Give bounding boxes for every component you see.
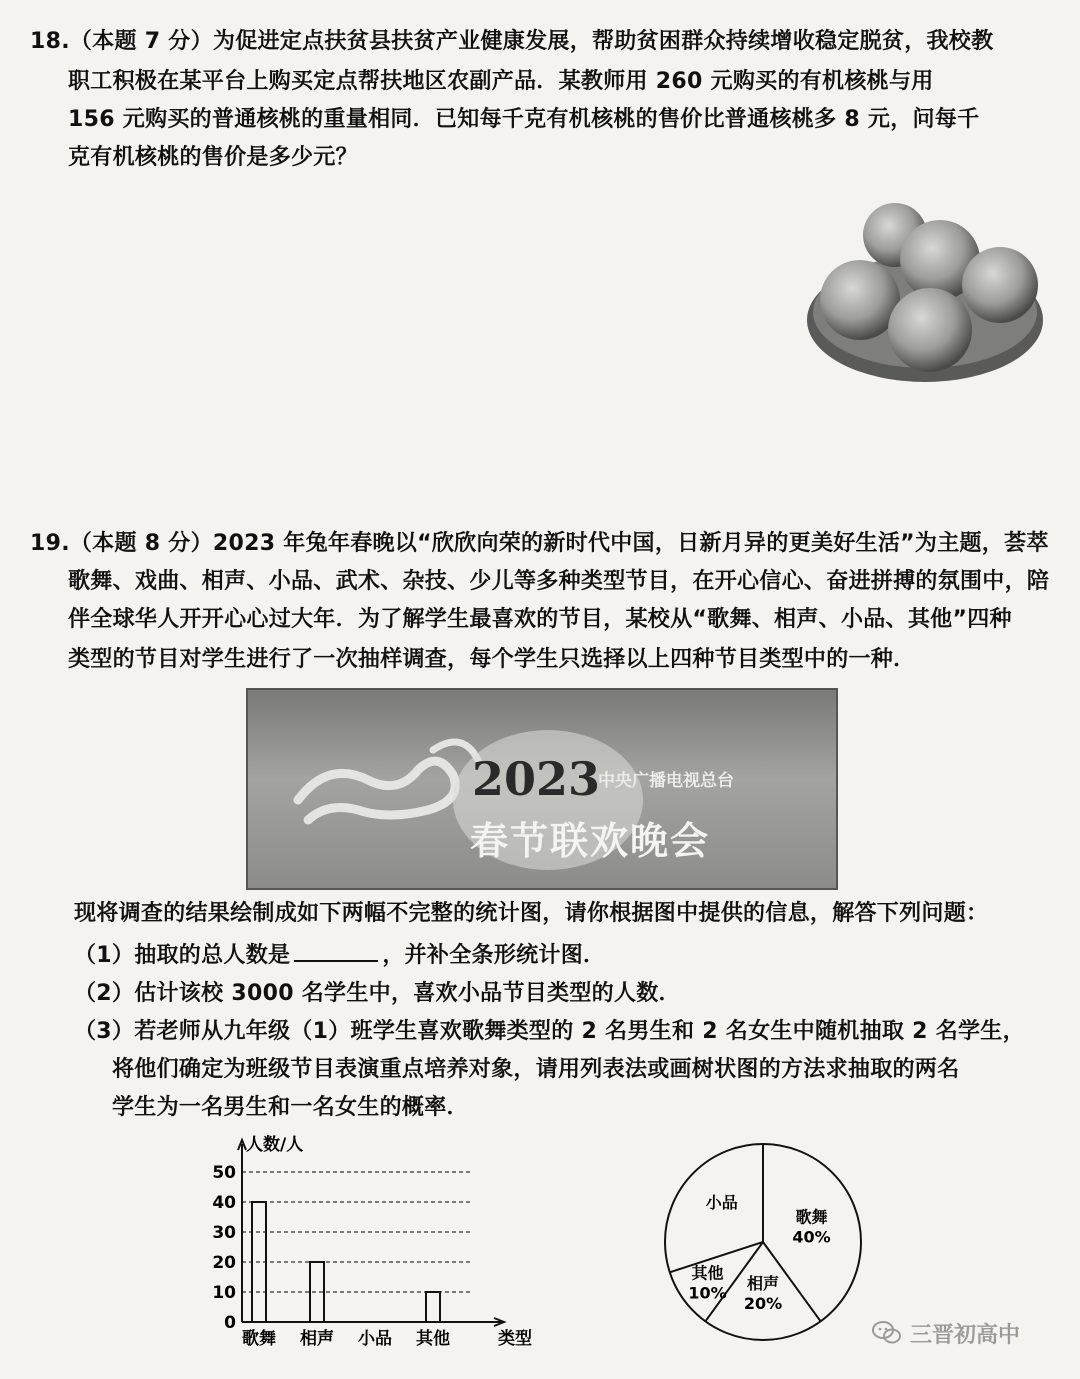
gala-banner xyxy=(246,688,838,890)
y-tick-label-50: 50 xyxy=(212,1163,236,1183)
y-tick-label-30: 30 xyxy=(212,1223,236,1243)
banner-org: 中央广播电视总台 xyxy=(598,771,734,791)
bar-其他 xyxy=(426,1292,440,1322)
x-tick-label-小品: 小品 xyxy=(358,1329,392,1349)
watermark-text: 三晋初高中 xyxy=(910,1322,1021,1348)
pie-percent-歌舞: 40% xyxy=(792,1227,831,1247)
q18-line-3: 156 元购买的普通核桃的重量相同．已知每千克有机核桃的售价比普通核桃多 8 元，问每千 xyxy=(68,107,980,132)
q19-part3-line-1: （3）若老师从九年级（1）班学生喜欢歌舞类型的 2 名男生和 2 名女生中随机抽取 2 名学生， xyxy=(74,1019,1025,1044)
q19-line-2: 歌舞、戏曲、相声、小品、武术、杂技、少儿等多种类型节目，在开心信心、奋进拼搏的氛围中，陪 xyxy=(68,569,1050,594)
q18-line-4: 克有机核桃的售价是多少元？ xyxy=(68,145,358,170)
y-tick-label-10: 10 xyxy=(212,1283,236,1303)
answer-blank xyxy=(294,938,378,962)
pie-label-相声: 相声 xyxy=(746,1273,780,1293)
walnut-bowl-image xyxy=(800,190,1050,390)
bar-chart xyxy=(200,1130,532,1360)
q18-line-1: 18.（本题 7 分）为促进定点扶贫县扶贫产业健康发展，帮助贫困群众持续增收稳定脱贫，我校教 xyxy=(30,29,994,54)
q18-line-2: 职工积极在某平台上购买定点帮扶地区农副产品．某教师用 260 元购买的有机核桃与用 xyxy=(68,69,934,94)
pie-label-小品: 小品 xyxy=(705,1193,738,1213)
q19-part3-line-2: 将他们确定为班级节目表演重点培养对象，请用列表法或画树状图的方法求抽取的两名 xyxy=(112,1057,960,1082)
pie-percent-其他: 10% xyxy=(688,1283,727,1303)
pie-chart xyxy=(650,1130,880,1360)
y-axis-label: 人数/人 xyxy=(246,1135,304,1155)
pie-label-其他: 其他 xyxy=(691,1263,724,1283)
q19-part2: （2）估计该校 3000 名学生中，喜欢小品节目类型的人数． xyxy=(74,981,681,1006)
part1-text-a: （1）抽取的总人数是 xyxy=(74,943,291,968)
pie-slice-小品 xyxy=(706,1193,738,1212)
x-axis-label: 类型 xyxy=(498,1329,532,1349)
x-tick-label-其他: 其他 xyxy=(416,1329,450,1349)
banner-title: 春节联欢晚会 xyxy=(470,819,711,863)
q19-part3-line-3: 学生为一名男生和一名女生的概率． xyxy=(112,1095,469,1120)
pie-slice-相声 xyxy=(744,1274,782,1313)
wechat-icon xyxy=(872,1320,902,1346)
pie-label-歌舞: 歌舞 xyxy=(795,1207,828,1227)
watermark xyxy=(872,1318,1020,1348)
pie-slice-歌舞 xyxy=(792,1207,830,1246)
x-tick-label-歌舞: 歌舞 xyxy=(242,1329,276,1349)
part1-text-b: ，并补全条形统计图． xyxy=(382,943,606,968)
banner-year: 2023 xyxy=(472,752,601,806)
q19-line-1: 19.（本题 8 分）2023 年兔年春晚以“欣欣向荣的新时代中国，日新月异的更美好生活”为主题，荟萃 xyxy=(30,531,1049,556)
y-tick-label-0: 0 xyxy=(224,1313,236,1333)
x-tick-label-相声: 相声 xyxy=(300,1329,334,1349)
y-tick-label-40: 40 xyxy=(212,1193,236,1213)
q19-lead: 现将调查的结果绘制成如下两幅不完整的统计图，请你根据图中提供的信息，解答下列问题： xyxy=(74,901,989,926)
q19-line-4: 类型的节目对学生进行了一次抽样调查，每个学生只选择以上四种节目类型中的一种． xyxy=(68,647,916,672)
pie-slice-其他 xyxy=(688,1263,726,1302)
y-tick-label-20: 20 xyxy=(212,1253,236,1273)
q19-part1 xyxy=(74,938,605,972)
q19-line-3: 伴全球华人开开心心过大年．为了解学生最喜欢的节目，某校从“歌舞、相声、小品、其他”四种 xyxy=(68,607,1012,632)
pie-percent-相声: 20% xyxy=(743,1293,783,1313)
